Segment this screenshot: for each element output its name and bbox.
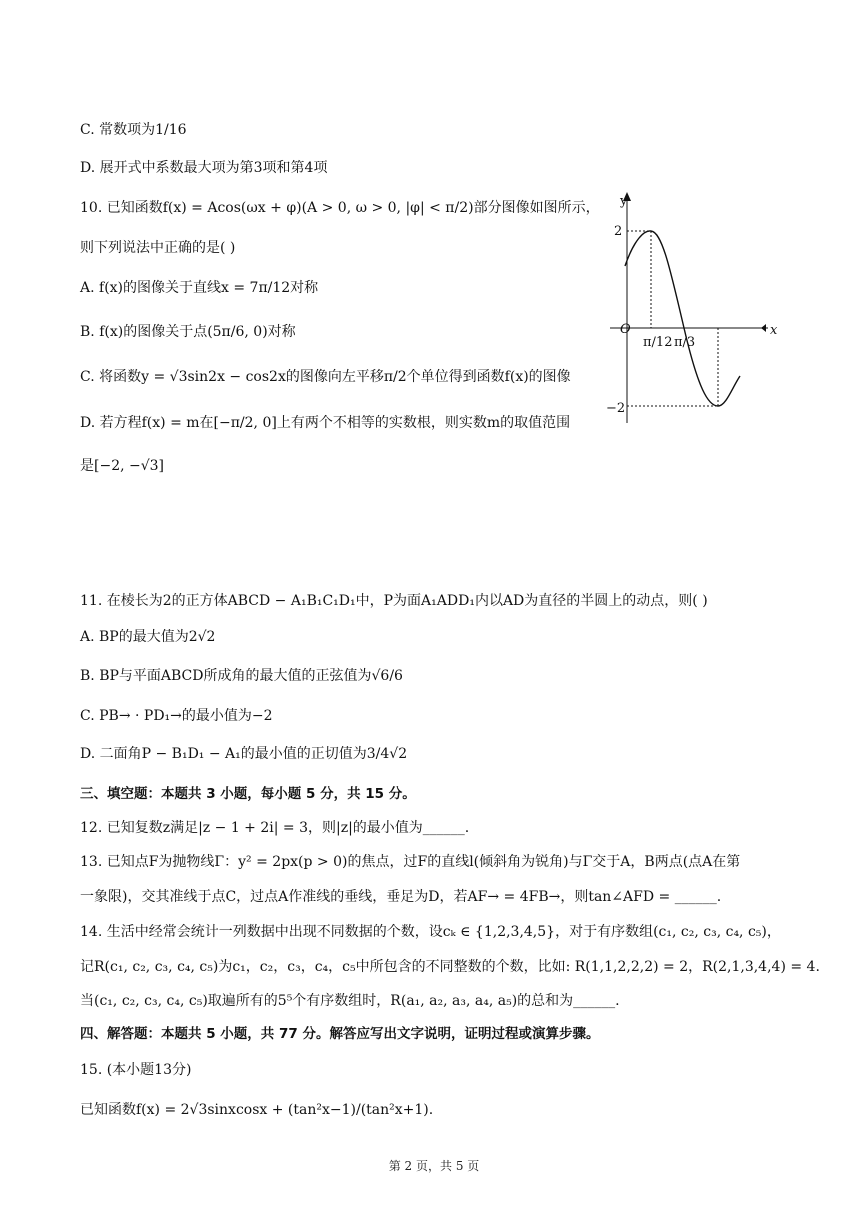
cosine-graph-figure — [600, 188, 790, 433]
q10-option-d-line1: D. 若方程f(x) = m在[−π/2, 0]上有两个不相等的实数根，则实数m的取值范围 — [80, 415, 571, 431]
q11-option-d: D. 二面角P − B₁D₁ − A₁的最小值的正切值为3/4√2 — [80, 746, 408, 762]
x-tick-pi-over-3: π/3 — [674, 335, 696, 350]
q12-text: 12. 已知复数z满足|z − 1 + 2i| = 3，则|z|的最小值为______. — [80, 820, 470, 836]
section-4-heading: 四、解答题：本题共 5 小题，共 77 分。解答应写出文字说明，证明过程或演算步骤。 — [80, 1026, 600, 1042]
q10-option-c: C. 将函数y = √3sin2x − cos2x的图像向左平移π/2个单位得到函数f(x)的图像 — [80, 369, 571, 385]
x-axis-arrow — [761, 324, 766, 332]
section-3-heading: 三、填空题：本题共 3 小题，每小题 5 分，共 15 分。 — [80, 786, 416, 802]
y-axis-label: y — [620, 194, 628, 209]
q11-option-b: B. BP与平面ABCD所成角的最大值的正弦值为√6/6 — [80, 668, 403, 684]
y-max-label: 2 — [614, 224, 623, 239]
x-axis-label: x — [770, 323, 778, 338]
q14-line3: 当(c₁, c₂, c₃, c₄, c₅)取遍所有的5⁵个有序数组时，R(a₁, a₂, a₃, a₄, a₅)的总和为______. — [80, 993, 620, 1009]
page-footer: 第 2 页，共 5 页 — [388, 1159, 480, 1173]
q10-stem-line2: 则下列说法中正确的是( ) — [80, 240, 236, 256]
q9-option-d: D. 展开式中系数最大项为第3项和第4项 — [80, 160, 328, 176]
q15-header: 15. (本小题13分) — [80, 1062, 192, 1078]
q10-option-d-line2: 是[−2, −√3] — [80, 458, 165, 474]
q10-stem-line1: 10. 已知函数f(x) = Acos(ωx + φ)(A > 0, ω > 0, |φ| < π/2)部分图像如图所示， — [80, 200, 600, 216]
x-tick-pi-over-12: π/12 — [643, 335, 673, 350]
q15-stem: 已知函数f(x) = 2√3sinxcosx + (tan²x−1)/(tan²x+1). — [80, 1102, 434, 1118]
q11-stem: 11. 在棱长为2的正方体ABCD − A₁B₁C₁D₁中，P为面A₁ADD₁内以AD为直径的半圆上的动点，则( ) — [80, 593, 708, 609]
q14-line1: 14. 生活中经常会统计一列数据中出现不同数据的个数，设cₖ ∈ {1,2,3,4,5}，对于有序数组(c₁, c₂, c₃, c₄, c₅)， — [80, 924, 781, 940]
cosine-curve — [625, 231, 740, 406]
q11-option-a: A. BP的最大值为2√2 — [80, 629, 216, 645]
y-min-label: −2 — [606, 401, 626, 416]
q10-option-a: A. f(x)的图像关于直线x = 7π/12对称 — [80, 280, 319, 296]
q14-line2: 记R(c₁, c₂, c₃, c₄, c₅)为c₁，c₂，c₃，c₄，c₅中所包含的不同整数的个数，比如: R(1,1,2,2,2) = 2，R(2,1,3,4,4) = 4. — [80, 959, 820, 975]
q10-option-b: B. f(x)的图像关于点(5π/6, 0)对称 — [80, 324, 296, 340]
q13-line2: 一象限)，交其准线于点C，过点A作准线的垂线，垂足为D，若AF→ = 4FB→，则tan∠AFD = ______. — [80, 889, 722, 905]
origin-label: O — [620, 322, 631, 337]
q13-line1: 13. 已知点F为抛物线Γ：y² = 2px(p > 0)的焦点，过F的直线l(倾斜角为锐角)与Γ交于A，B两点(点A在第 — [80, 854, 741, 870]
q11-option-c: C. PB→ · PD₁→的最小值为−2 — [80, 708, 273, 724]
q9-option-c: C. 常数项为1/16 — [80, 122, 187, 138]
